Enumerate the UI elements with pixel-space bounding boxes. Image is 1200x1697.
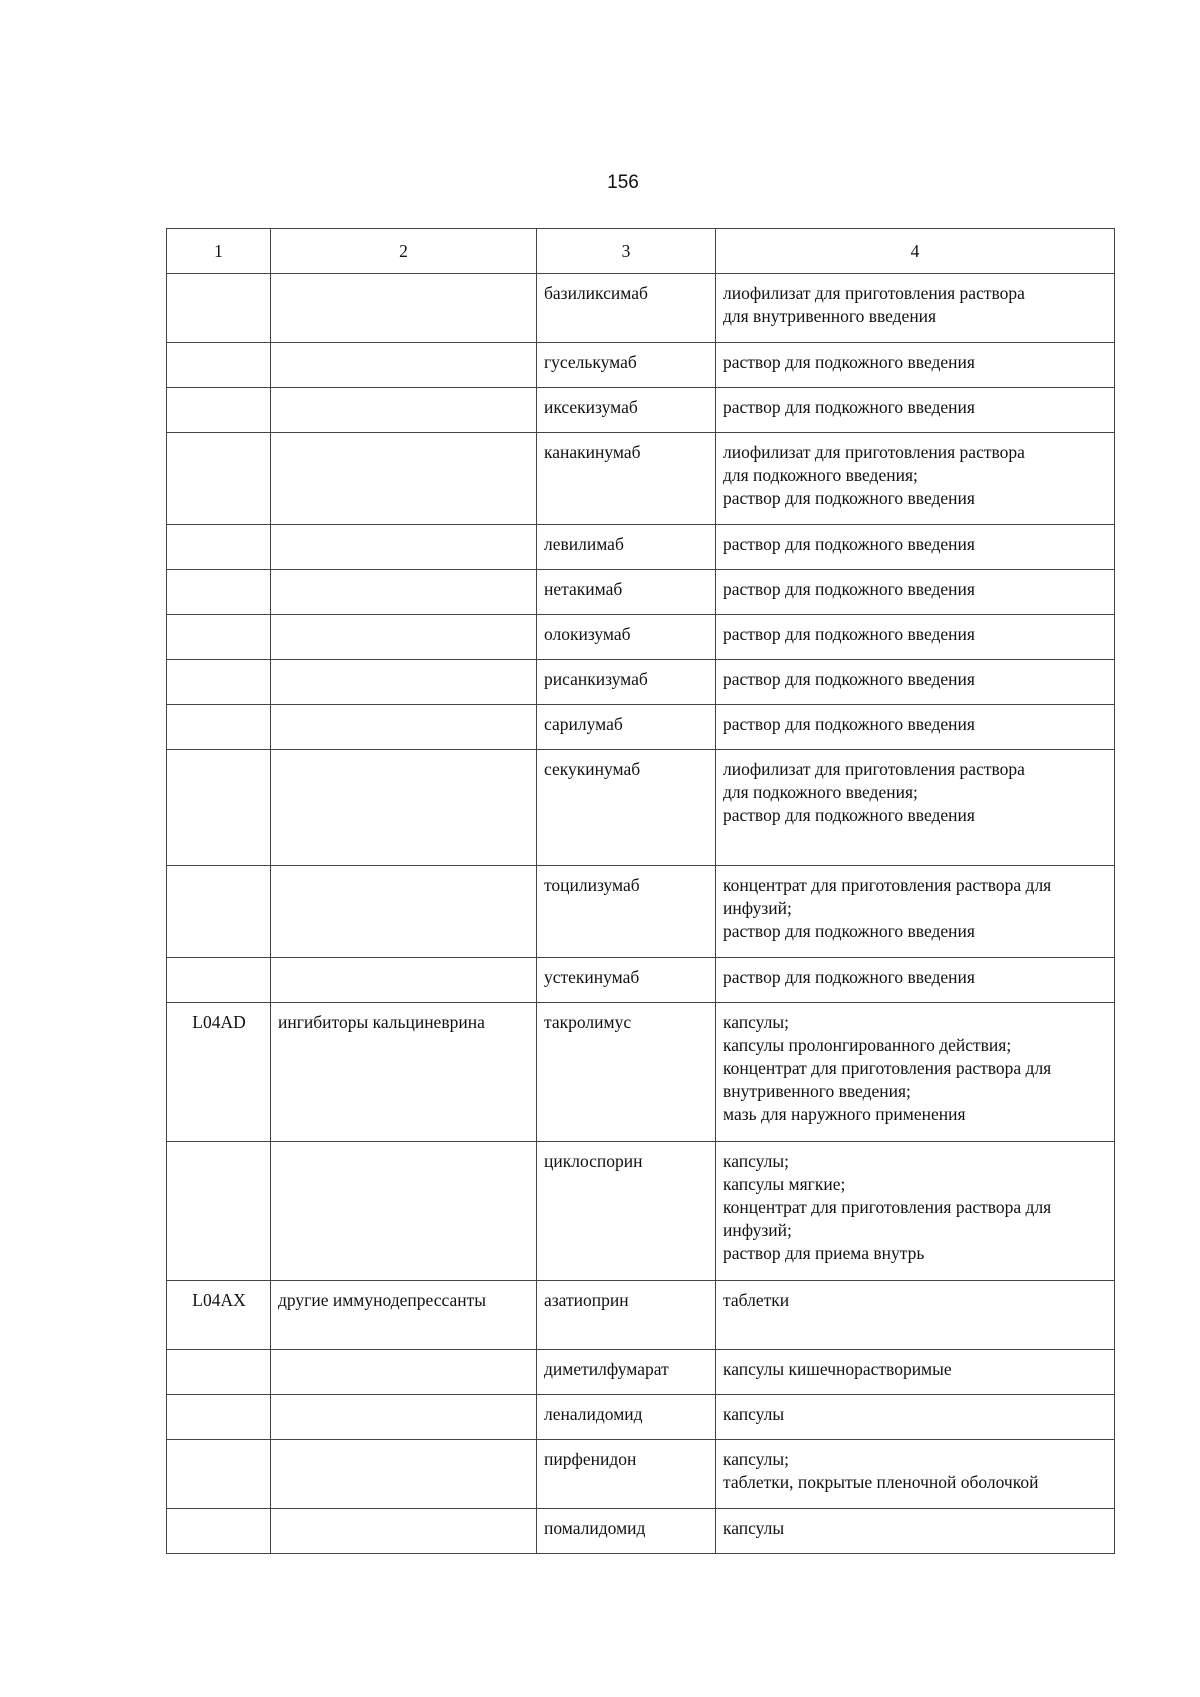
dosage-form-line: капсулы <box>723 1404 785 1424</box>
atc-code-cell <box>167 1440 271 1509</box>
group-cell <box>271 433 537 525</box>
dosage-form-line: раствор для подкожного введения <box>723 805 975 825</box>
atc-code-cell <box>167 958 271 1003</box>
column-header: 1 <box>167 229 271 274</box>
group-cell <box>271 866 537 958</box>
drug-name-cell: базиликсимаб <box>537 274 716 343</box>
atc-code-cell <box>167 525 271 570</box>
dosage-form-line: раствор для подкожного введения <box>723 534 975 554</box>
atc-code-cell <box>167 570 271 615</box>
table-row <box>167 705 1115 750</box>
dosage-forms-cell <box>716 433 1115 525</box>
atc-code-cell <box>167 1395 271 1440</box>
group-cell <box>271 343 537 388</box>
drug-name-cell: гуселькумаб <box>537 343 716 388</box>
dosage-forms-cell <box>716 750 1115 866</box>
dosage-form-line: для внутривенного введения <box>723 306 937 326</box>
dosage-forms-cell <box>716 1509 1115 1554</box>
dosage-form-line: лиофилизат для приготовления раствора <box>723 283 1025 303</box>
atc-code-cell <box>167 866 271 958</box>
table-row <box>167 1350 1115 1395</box>
atc-code-cell <box>167 388 271 433</box>
drug-name-cell: нетакимаб <box>537 570 716 615</box>
dosage-form-line: капсулы мягкие; <box>723 1174 846 1194</box>
table-row <box>167 1509 1115 1554</box>
dosage-forms-cell <box>716 274 1115 343</box>
atc-code-cell <box>167 750 271 866</box>
atc-code-cell <box>167 433 271 525</box>
dosage-forms-cell <box>716 615 1115 660</box>
dosage-form-line: лиофилизат для приготовления раствора <box>723 442 1025 462</box>
dosage-form-line: раствор для подкожного введения <box>723 352 975 372</box>
dosage-form-line: раствор для подкожного введения <box>723 669 975 689</box>
table-row <box>167 1440 1115 1509</box>
dosage-form-line: концентрат для приготовления раствора для <box>723 1197 1052 1217</box>
group-cell <box>271 1350 537 1395</box>
dosage-forms-cell <box>716 570 1115 615</box>
group-cell: ингибиторы кальциневрина <box>271 1003 537 1142</box>
dosage-form-line: для подкожного введения; <box>723 465 918 485</box>
dosage-forms-cell <box>716 1003 1115 1142</box>
dosage-forms-cell <box>716 660 1115 705</box>
dosage-forms-cell <box>716 705 1115 750</box>
atc-code-cell <box>167 705 271 750</box>
dosage-forms-cell <box>716 343 1115 388</box>
drug-name-cell: олокизумаб <box>537 615 716 660</box>
dosage-form-line: капсулы пролонгированного действия; <box>723 1035 1012 1055</box>
drug-name-cell: пирфенидон <box>537 1440 716 1509</box>
dosage-forms-cell <box>716 1350 1115 1395</box>
dosage-form-line: лиофилизат для приготовления раствора <box>723 759 1025 779</box>
dosage-form-line: раствор для подкожного введения <box>723 624 975 644</box>
dosage-form-line: инфузий; <box>723 1220 792 1240</box>
table-row <box>167 570 1115 615</box>
atc-code-cell: L04AD <box>167 1003 271 1142</box>
group-cell: другие иммунодепрессанты <box>271 1281 537 1350</box>
dosage-forms-cell <box>716 1142 1115 1281</box>
drug-name-cell: азатиоприн <box>537 1281 716 1350</box>
group-cell <box>271 958 537 1003</box>
dosage-form-line: капсулы <box>723 1518 785 1538</box>
drug-name-cell: канакинумаб <box>537 433 716 525</box>
table-row <box>167 615 1115 660</box>
drug-name-cell: иксекизумаб <box>537 388 716 433</box>
group-cell <box>271 750 537 866</box>
table-row <box>167 1142 1115 1281</box>
drug-name-cell: секукинумаб <box>537 750 716 866</box>
group-cell <box>271 1142 537 1281</box>
atc-code-cell <box>167 274 271 343</box>
dosage-form-line: концентрат для приготовления раствора для <box>723 875 1052 895</box>
group-cell <box>271 660 537 705</box>
table-row <box>167 433 1115 525</box>
column-header: 2 <box>271 229 537 274</box>
atc-code-cell <box>167 1509 271 1554</box>
group-cell <box>271 1509 537 1554</box>
column-header: 3 <box>537 229 716 274</box>
dosage-form-line: раствор для подкожного введения <box>723 397 975 417</box>
drug-name-cell: тоцилизумаб <box>537 866 716 958</box>
dosage-form-line: внутривенного введения; <box>723 1081 911 1101</box>
drug-name-cell: циклоспорин <box>537 1142 716 1281</box>
dosage-form-line: капсулы кишечнорастворимые <box>723 1359 952 1379</box>
dosage-form-line: раствор для приема внутрь <box>723 1243 925 1263</box>
group-cell <box>271 525 537 570</box>
dosage-forms-cell <box>716 958 1115 1003</box>
drug-name-cell: диметилфумарат <box>537 1350 716 1395</box>
dosage-form-line: мазь для наружного применения <box>723 1104 966 1124</box>
table-row <box>167 750 1115 866</box>
page-number: 156 <box>607 172 639 193</box>
drug-name-cell: леналидомид <box>537 1395 716 1440</box>
group-cell <box>271 615 537 660</box>
group-cell <box>271 1395 537 1440</box>
dosage-form-line: таблетки, покрытые пленочной оболочкой <box>723 1472 1039 1492</box>
group-cell <box>271 274 537 343</box>
group-cell <box>271 570 537 615</box>
column-header: 4 <box>716 229 1115 274</box>
table-row <box>167 958 1115 1003</box>
dosage-form-line: инфузий; <box>723 898 792 918</box>
table-row <box>167 1003 1115 1142</box>
dosage-form-line: раствор для подкожного введения <box>723 579 975 599</box>
dosage-forms-cell <box>716 1281 1115 1350</box>
drug-name-cell: рисанкизумаб <box>537 660 716 705</box>
table-row <box>167 1281 1115 1350</box>
dosage-forms-cell <box>716 1395 1115 1440</box>
atc-code-cell <box>167 1142 271 1281</box>
drug-name-cell: такролимус <box>537 1003 716 1142</box>
dosage-form-line: концентрат для приготовления раствора для <box>723 1058 1052 1078</box>
dosage-forms-cell <box>716 1440 1115 1509</box>
drug-name-cell: устекинумаб <box>537 958 716 1003</box>
dosage-form-line: капсулы; <box>723 1449 790 1469</box>
dosage-form-line: таблетки <box>723 1290 790 1310</box>
table-row <box>167 1395 1115 1440</box>
dosage-form-line: раствор для подкожного введения <box>723 714 975 734</box>
table-row <box>167 660 1115 705</box>
table-row <box>167 525 1115 570</box>
dosage-form-line: раствор для подкожного введения <box>723 488 975 508</box>
table-body <box>167 274 1115 1554</box>
table-row <box>167 343 1115 388</box>
atc-code-cell <box>167 660 271 705</box>
drug-name-cell: помалидомид <box>537 1509 716 1554</box>
table-header-row <box>167 229 1115 274</box>
table-row <box>167 388 1115 433</box>
dosage-form-line: капсулы; <box>723 1151 790 1171</box>
dosage-form-line: капсулы; <box>723 1012 790 1032</box>
drug-name-cell: левилимаб <box>537 525 716 570</box>
atc-code-cell <box>167 1350 271 1395</box>
group-cell <box>271 1440 537 1509</box>
group-cell <box>271 705 537 750</box>
dosage-forms-cell <box>716 525 1115 570</box>
atc-code-cell <box>167 343 271 388</box>
dosage-form-line: раствор для подкожного введения <box>723 921 975 941</box>
table-row <box>167 274 1115 343</box>
dosage-form-line: раствор для подкожного введения <box>723 967 975 987</box>
dosage-forms-cell <box>716 388 1115 433</box>
drug-name-cell: сарилумаб <box>537 705 716 750</box>
medication-table <box>166 228 1115 1554</box>
dosage-forms-cell <box>716 866 1115 958</box>
table-row <box>167 866 1115 958</box>
atc-code-cell <box>167 615 271 660</box>
group-cell <box>271 388 537 433</box>
dosage-form-line: для подкожного введения; <box>723 782 918 802</box>
atc-code-cell: L04AX <box>167 1281 271 1350</box>
